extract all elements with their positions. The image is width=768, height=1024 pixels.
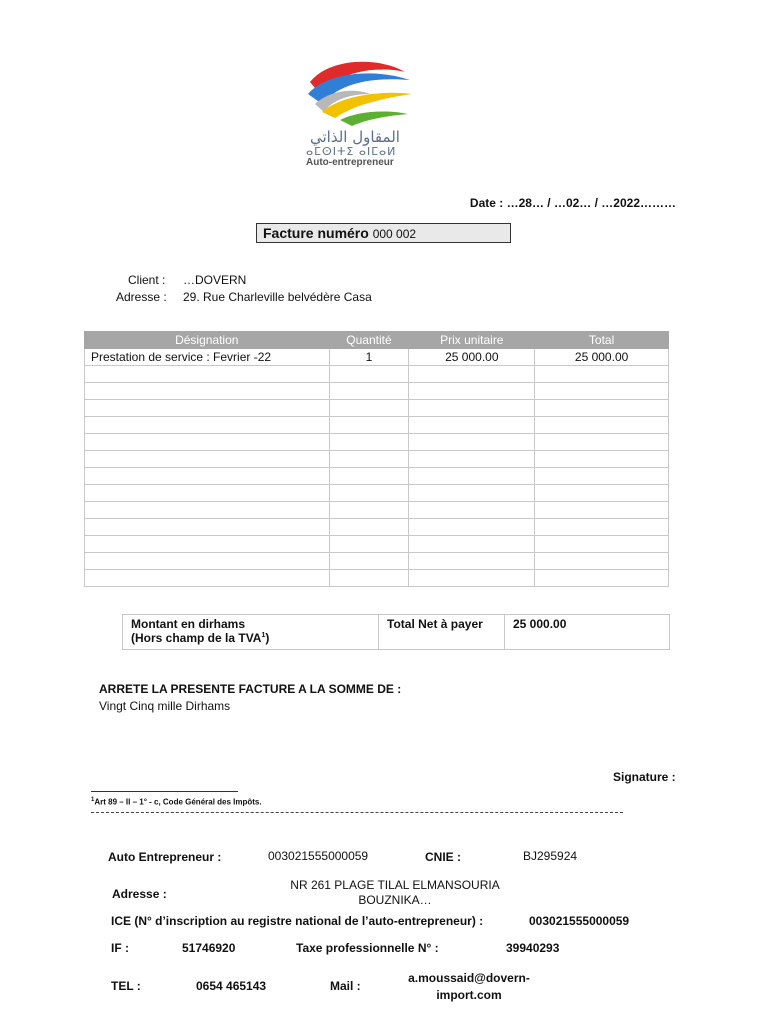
table-cell-empty [535,570,669,587]
table-cell-empty [409,383,535,400]
table-cell-empty [85,417,330,434]
table-cell-empty [85,502,330,519]
table-cell-empty [409,502,535,519]
ice-label: ICE (N° d’inscription au registre national de l’auto-entrepreneur) : [111,914,484,928]
amount-label: Montant en dirhams [131,617,246,631]
table-cell-empty [535,417,669,434]
invoice-number: 000 002 [372,227,417,241]
table-cell-empty [409,553,535,570]
amount-label-cell [123,615,379,650]
table-row [85,485,669,502]
vat-footnote-mark: 1 [261,632,266,639]
logo-swoosh-green [340,112,408,126]
table-cell-empty [329,553,409,570]
cnie-label: CNIE : [425,850,461,864]
table-row [85,502,669,519]
cell-total: 25 000.00 [535,349,669,366]
client-label: Client : [128,273,166,287]
entrepreneur-address-line2: BOUZNIKA… [358,893,432,907]
ice-value: 003021555000059 [529,914,630,928]
tp-value: 39940293 [506,941,560,955]
footnote-mark: 1 [91,797,95,803]
if-label: IF : [111,941,129,955]
table-cell-empty [535,519,669,536]
table-cell-empty [85,383,330,400]
footnote-text: Art 89 – II – 1° - c, Code Général des Impôts. [94,797,262,807]
table-cell-empty [409,434,535,451]
tel-value: 0654 465143 [196,979,267,993]
totals-row [123,615,670,650]
logo-tifinagh-text: ⴰⵎⵙⵏⵜⵉ ⴰⵏⵎⴰⵍ [306,145,397,158]
cell-unit-price: 25 000.00 [409,349,535,366]
net-label: Total Net à payer [379,615,505,650]
amount-in-words: Vingt Cinq mille Dirhams [99,699,231,713]
arrete-heading: ARRETE LA PRESENTE FACTURE A LA SOMME DE : [99,682,402,696]
table-cell-empty [85,400,330,417]
totals-table [122,614,670,650]
table-cell-empty [329,468,409,485]
table-cell-empty [535,468,669,485]
if-value: 51746920 [182,941,236,955]
cnie-value: BJ295924 [523,849,578,863]
table-cell-empty [329,366,409,383]
table-cell-empty [329,383,409,400]
table-cell-empty [535,553,669,570]
table-cell-empty [85,366,330,383]
table-cell-empty [535,383,669,400]
invoice-date: Date : …28… / …02… / …2022……… [469,196,676,210]
table-cell-empty [329,451,409,468]
invoice-number-box [256,223,511,243]
table-cell-empty [409,400,535,417]
table-row [85,570,669,587]
table-row [85,434,669,451]
table-cell-empty [329,417,409,434]
table-row [85,400,669,417]
client-value: …DOVERN [183,273,247,287]
header-designation: Désignation [85,332,330,349]
invoice-title: Facture numéro [263,225,369,241]
table-cell-empty [409,485,535,502]
header-quantity: Quantité [329,332,409,349]
vat-note-close: ) [265,631,270,645]
table-cell-empty [329,570,409,587]
footnote-rule [91,791,238,792]
table-cell-empty [535,400,669,417]
table-cell-empty [329,519,409,536]
table-row [85,536,669,553]
client-address-label: Adresse : [116,290,167,304]
items-table-header [85,332,669,349]
table-cell-empty [409,570,535,587]
mail-line2: import.com [436,988,502,1002]
table-cell-empty [329,434,409,451]
table-cell-empty [409,366,535,383]
tel-label: TEL : [111,979,141,993]
table-row [85,468,669,485]
table-cell-empty [409,536,535,553]
client-address-value: 29. Rue Charleville belvédère Casa [183,290,372,304]
table-cell-empty [535,451,669,468]
table-row [85,519,669,536]
net-value: 25 000.00 [505,615,670,650]
cell-quantity: 1 [329,349,409,366]
table-cell-empty [535,485,669,502]
table-row [85,383,669,400]
table-cell-empty [535,536,669,553]
entrepreneur-address-label: Adresse : [112,887,167,901]
table-row [85,451,669,468]
table-cell-empty [85,536,330,553]
cell-designation: Prestation de service : Fevrier -22 [85,349,330,366]
table-cell-empty [329,502,409,519]
ae-label: Auto Entrepreneur : [108,850,222,864]
table-row [85,553,669,570]
table-cell-empty [535,366,669,383]
table-cell-empty [535,434,669,451]
table-cell-empty [85,434,330,451]
logo-label: Auto-entrepreneur [306,157,394,168]
mail-value[interactable] [400,970,538,1004]
tp-label: Taxe professionnelle N° : [296,941,439,955]
vat-note: (Hors champ de la TVA [131,631,262,645]
table-cell-empty [535,502,669,519]
signature-label: Signature : [613,770,676,784]
table-cell-empty [85,468,330,485]
table-cell-empty [409,451,535,468]
table-cell-empty [329,400,409,417]
table-row [85,366,669,383]
entrepreneur-address [270,878,520,908]
mail-line1: a.moussaid@dovern- [408,971,530,985]
table-cell-empty [409,519,535,536]
table-cell-empty [409,468,535,485]
items-table [84,331,669,587]
header-total: Total [535,332,669,349]
table-cell-empty [329,536,409,553]
entrepreneur-address-line1: NR 261 PLAGE TILAL ELMANSOURIA [290,878,500,892]
table-cell-empty [85,519,330,536]
separator-dashed-line [91,812,623,813]
table-cell-empty [85,570,330,587]
table-cell-empty [329,485,409,502]
table-cell-empty [85,485,330,502]
table-cell-empty [85,451,330,468]
table-cell-empty [85,553,330,570]
table-cell-empty [409,417,535,434]
logo-arabic-text: المقاول الذاتي [310,128,400,146]
footnote [91,797,262,807]
ae-value: 003021555000059 [268,849,369,863]
header-unit-price: Prix unitaire [409,332,535,349]
mail-label: Mail : [330,979,361,993]
table-row [85,417,669,434]
table-row [85,349,669,366]
